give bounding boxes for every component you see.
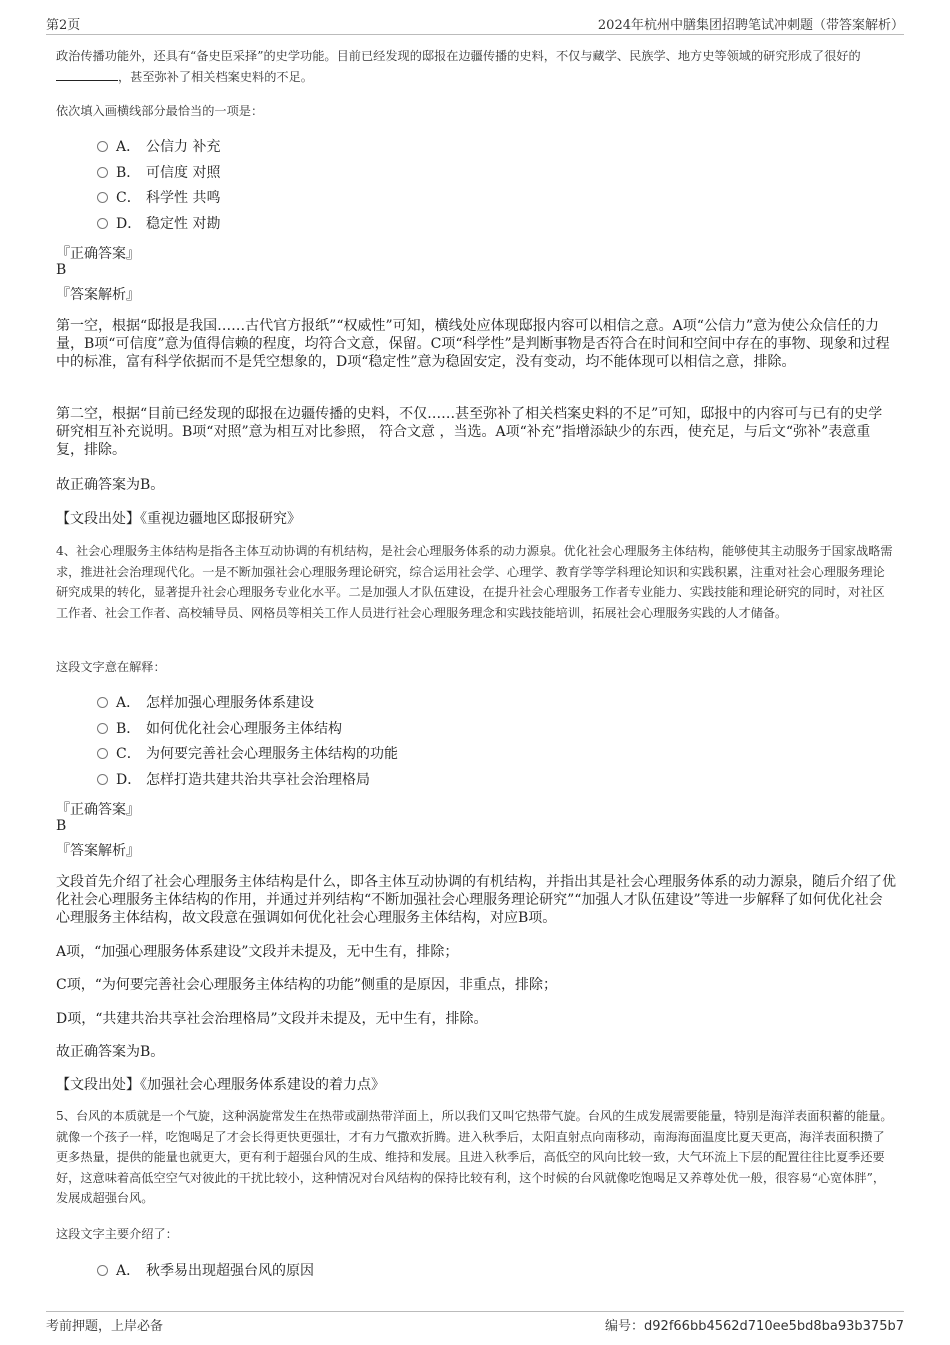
q4-answer-label: 『正确答案』 xyxy=(56,802,140,818)
q4-source: 【文段出处】《加强社会心理服务体系建设的着力点》 xyxy=(56,1077,385,1093)
radio-icon[interactable] xyxy=(97,748,108,759)
q3-analysis-label: 『答案解析』 xyxy=(56,287,140,303)
page-header xyxy=(46,12,904,35)
q3-prompt: 依次填入画横线部分最恰当的一项是： xyxy=(56,104,264,118)
q3-answer-label: 『正确答案』 xyxy=(56,246,140,262)
code-label: 编号： xyxy=(605,1319,645,1334)
q3-stem-text-after: ，甚至弥补了相关档案史料的不足。 xyxy=(118,69,313,84)
q3-blank xyxy=(56,68,118,81)
q5-stem: 5、台风的本质就是一个气旋，这种涡旋常发生在热带或副热带洋面上，所以我们又叫它热带气旋。台风的生成发展需要能量，特别是海洋表面积蓄的能量。就像一个孩子一样，吃饱喝足了才会长得更快更强壮，才有力气撒欢折腾。进入秋季后，太阳直射点向南移动，南海海面温度比夏天更高，海洋表面积攒了更多热量，提供的能量也就更大，更有利于超强台风的生成、维持和发展。且进入秋季后，高低空的风向比较一致，大气环流上下层的配置往往比夏季还要好，这意味着高低空空气对彼此的干扰比较小，这种情况对台风结构的保持比较有利，这个时候的台风就像吃饱喝足又养尊处优一般，很容易“心宽体胖”，发展成超强台风。 xyxy=(56,1109,893,1205)
q4-analysis-p2: A项，“加强心理服务体系建设”文段并未提及，无中生有，排除； xyxy=(56,944,459,960)
q3-answer: B xyxy=(56,262,67,278)
radio-icon[interactable] xyxy=(97,218,108,229)
q4-analysis-p4: D项，“共建共治共享社会治理格局”文段并未提及，无中生有，排除。 xyxy=(56,1011,488,1027)
footer-slogan: 考前押题，上岸必备 xyxy=(46,1319,164,1334)
q4-option-c[interactable]: C． 为何要完善社会心理服务主体结构的功能 xyxy=(97,745,398,763)
radio-icon[interactable] xyxy=(97,1265,108,1276)
q4-analysis-label: 『答案解析』 xyxy=(56,843,140,859)
q3-analysis-p2: 第二空，根据“目前已经发现的邸报在边疆传播的史料，不仅……甚至弥补了相关档案史料的不足”可知，邸报中的内容可与已有的史学研究相互补充说明。B项“对照”意为相互对比参照， 符合文意 ，当选。A项“补充”指增添缺少的东西，使充足，与后文“弥补”表意重复，排除。 xyxy=(56,406,883,458)
q3-option-a[interactable]: A． 公信力 补充 xyxy=(97,138,220,156)
q4-answer: B xyxy=(56,818,67,834)
q4-stem: 4、社会心理服务主体结构是指各主体互动协调的有机结构，是社会心理服务体系的动力源泉。优化社会心理服务主体结构，能够使其主动服务于国家战略需求，推进社会治理现代化。一是不断加强社会心理服务理论研究，综合运用社会学、心理学、教育学等学科理论知识和实践积累，注重对社会心理服务理论研究成果的转化，显著提升社会心理服务专业化水平。二是加强人才队伍建设，在提升社会心理服务工作者专业能力、实践技能和理论研究的同时，对社区工作者、社会工作者、高校辅导员、网格员等相关工作人员进行社会心理服务理念和实践技能培训，拓展社会心理服务实践的人才储备。 xyxy=(56,544,893,620)
q4-option-a[interactable]: A． 怎样加强心理服务体系建设 xyxy=(97,694,314,712)
q4-option-b[interactable]: B． 如何优化社会心理服务主体结构 xyxy=(97,720,342,738)
radio-icon[interactable] xyxy=(97,697,108,708)
radio-icon[interactable] xyxy=(97,723,108,734)
q5-option-a[interactable]: A． 秋季易出现超强台风的原因 xyxy=(97,1262,314,1280)
q4-analysis-p3: C项，“为何要完善社会心理服务主体结构的功能”侧重的是原因，非重点，排除； xyxy=(56,977,558,993)
radio-icon[interactable] xyxy=(97,192,108,203)
document-title: 2024年杭州中膳集团招聘笔试冲刺题（带答案解析） xyxy=(597,18,904,33)
page-number: 第2页 xyxy=(46,18,81,33)
q5-prompt: 这段文字主要介绍了： xyxy=(56,1227,178,1241)
q3-option-b[interactable]: B． 可信度 对照 xyxy=(97,164,220,182)
q3-stem-text-before: 政治传播功能外，还具有“备史臣采择”的史学功能。目前已经发现的邸报在边疆传播的史料，不仅与藏学、民族学、地方史等领域的研究形成了很好的 xyxy=(56,49,861,63)
q3-analysis-p1: 第一空，根据“邸报是我国……古代官方报纸”“权威性”可知，横线处应体现邸报内容可以相信之意。A项“公信力”意为使公众信任的力量，B项“可信度”意为值得信赖的程度，均符合文意，保留。C项“科学性”是判断事物是否符合在时间和空间中存在的事物、现象和过程中的标准，富有科学依据而不是凭空想象的，D项“稳定性”意为稳固安定，没有变动，均不能体现可以相信之意，排除。 xyxy=(56,318,890,370)
q3-option-d[interactable]: D． 稳定性 对勘 xyxy=(97,215,220,233)
q3-stem xyxy=(56,46,896,87)
q4-prompt: 这段文字意在解释： xyxy=(56,660,166,674)
radio-icon[interactable] xyxy=(97,141,108,152)
code-value: d92f66bb4562d710ee5bd8ba93b375b7 xyxy=(644,1319,904,1334)
q3-source: 【文段出处】《重视边疆地区邸报研究》 xyxy=(56,511,301,527)
radio-icon[interactable] xyxy=(97,774,108,785)
q4-analysis-p5: 故正确答案为B。 xyxy=(56,1044,165,1060)
q3-analysis-p3: 故正确答案为B。 xyxy=(56,477,165,493)
q3-option-c[interactable]: C． 科学性 共鸣 xyxy=(97,189,220,207)
q4-option-d[interactable]: D． 怎样打造共建共治共享社会治理格局 xyxy=(97,771,370,789)
document-code xyxy=(605,1315,904,1334)
q4-analysis-p1: 文段首先介绍了社会心理服务主体结构是什么，即各主体互动协调的有机结构，并指出其是社会心理服务体系的动力源泉，随后介绍了优化社会心理服务主体结构的作用，并通过并列结构“不断加强社会心理服务理论研究”“加强人才队伍建设”等进一步解释了如何优化社会心理服务主体结构，故文段意在强调如何优化社会心理服务主体结构，对应B项。 xyxy=(56,874,896,926)
page-footer xyxy=(46,1311,904,1334)
radio-icon[interactable] xyxy=(97,167,108,178)
